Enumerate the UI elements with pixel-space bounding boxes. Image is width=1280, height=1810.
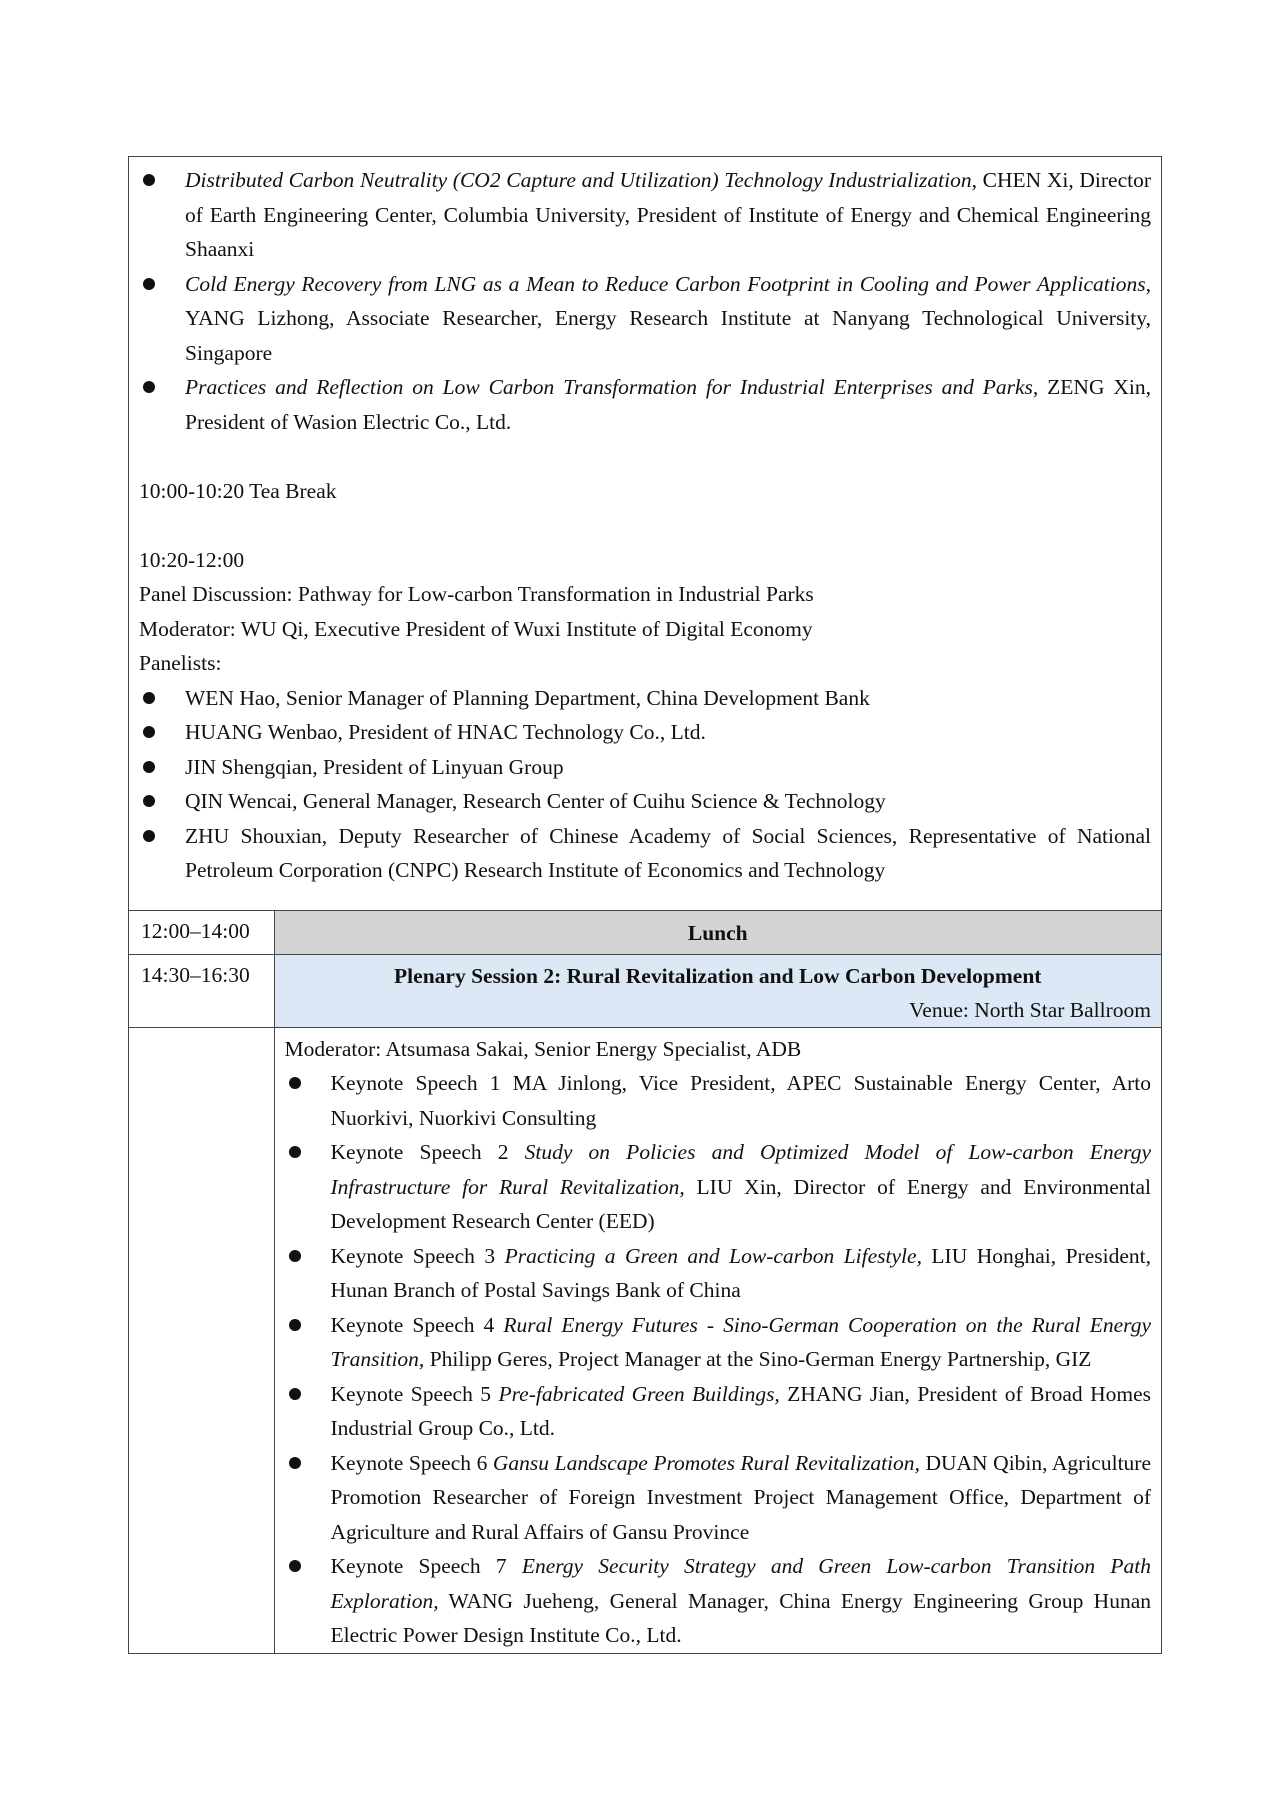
talk-title: Distributed Carbon Neutrality (CO2 Capture and Utilization) Technology Industrialization, (185, 168, 977, 192)
keynote-item (285, 1377, 1152, 1446)
keynote-label: Keynote Speech 7 (330, 1554, 522, 1578)
keynote-title: Study on Policies and Optimized Model of Low-carbon Energy Infrastructure for Rural Revitalization, (330, 1140, 1152, 1199)
keynote-title: Gansu Landscape Promotes Rural Revitalization, (492, 1450, 920, 1475)
talk-item (139, 370, 1151, 439)
keynote-speaker: LIU Xin, Director of Energy and Environmental Development Research Center (EED) (330, 1174, 1152, 1233)
panel-time: 10:20-12:00 (139, 547, 245, 572)
panelist-item: WEN Hao, Senior Manager of Planning Department, China Development Bank (139, 681, 1151, 716)
tea-break: 10:00-10:20 Tea Break (139, 478, 337, 503)
keynote-item (285, 1135, 1152, 1239)
keynote-label: Keynote Speech 5 (330, 1381, 499, 1406)
keynote-item (285, 1239, 1152, 1308)
agenda-table (128, 156, 1162, 1654)
keynote-item (285, 1446, 1152, 1550)
keynote-speaker: WANG Jueheng, General Manager, China Energy Engineering Group Hunan Electric Power Design Institute Co., Ltd. (330, 1588, 1151, 1647)
panel-title: Panel Discussion: Pathway for Low-carbon Transformation in Industrial Parks (139, 582, 814, 606)
talk-title: Practices and Reflection on Low Carbon Transformation for Industrial Enterprises and Parks, (185, 375, 1039, 399)
keynote-label: Keynote Speech 1 (330, 1071, 501, 1095)
keynote-title: Practicing a Green and Low-carbon Lifestyle, (504, 1243, 922, 1268)
keynote-title: Energy Security Strategy and Green Low-carbon Transition Path Exploration, (330, 1554, 1151, 1613)
keynote-label: Keynote Speech 3 (330, 1243, 505, 1268)
empty-time-cell (129, 1027, 274, 1653)
plenary-moderator: Moderator: Atsumasa Sakai, Senior Energy Specialist, ADB (284, 1036, 802, 1061)
lunch-row (129, 910, 1161, 954)
keynote-item (285, 1549, 1152, 1653)
panelist-item: QIN Wencai, General Manager, Research Center of Cuihu Science & Technology (139, 784, 1151, 819)
plenary-body-row (129, 1027, 1161, 1653)
panel-moderator: Moderator: WU Qi, Executive President of Wuxi Institute of Digital Economy (139, 616, 813, 641)
keynote-item (285, 1066, 1152, 1135)
talk-speaker: ZENG Xin, President of Wasion Electric Co., Ltd. (185, 375, 1151, 434)
talk-item (139, 163, 1151, 267)
keynote-item (285, 1308, 1152, 1377)
talk-speaker: YANG Lizhong, Associate Researcher, Energy Research Institute at Nanyang Technological University, Singapore (185, 306, 1151, 365)
panelists-label: Panelists: (139, 651, 222, 675)
keynote-label: Keynote Speech 6 (330, 1450, 493, 1475)
panelist-item: ZHU Shouxian, Deputy Researcher of Chinese Academy of Social Sciences, Representative of National Petroleum Corporation (CNPC) Research Institute of Economics and Technology (139, 819, 1151, 888)
talk-item (139, 267, 1151, 371)
plenary-header-row (129, 954, 1161, 1027)
keynote-speaker: DUAN Qibin, Agriculture Promotion Researcher of Foreign Investment Project Management Office, Department of Agriculture and Rural Affairs of Gansu Province (330, 1450, 1152, 1544)
plenary-time: 14:30–16:30 (129, 954, 274, 1027)
keynote-title: Pre-fabricated Green Buildings, (498, 1381, 780, 1406)
keynote-speaker: ZHANG Jian, President of Broad Homes Industrial Group Co., Ltd. (330, 1381, 1151, 1440)
plenary-venue: Venue: North Star Ballroom (909, 997, 1151, 1022)
keynote-label: Keynote Speech 4 (330, 1312, 504, 1337)
keynote-speaker: MA Jinlong, Vice President, APEC Sustainable Energy Center, Arto Nuorkivi, Nuorkivi Consulting (330, 1071, 1151, 1130)
keynote-speaker: Philipp Geres, Project Manager at the Sino-German Energy Partnership, GIZ (424, 1347, 1092, 1371)
morning-session-cell (129, 157, 1161, 910)
plenary-title: Plenary Session 2: Rural Revitalization and Low Carbon Development (394, 963, 1042, 988)
panelist-item: JIN Shengqian, President of Linyuan Group (139, 750, 1151, 785)
keynote-title: Rural Energy Futures - Sino-German Cooperation on the Rural Energy Transition, (330, 1312, 1151, 1371)
schedule-table (129, 910, 1161, 1653)
talk-speaker: CHEN Xi, Director of Earth Engineering Center, Columbia University, President of Institute of Energy and Chemical Engineering Shaanxi (185, 168, 1151, 261)
panelist-item: HUANG Wenbao, President of HNAC Technology Co., Ltd. (139, 715, 1151, 750)
plenary-header (274, 954, 1161, 1027)
keynote-label: Keynote Speech 2 (330, 1140, 525, 1164)
lunch-time: 12:00–14:00 (129, 910, 274, 954)
lunch-label: Lunch (274, 910, 1161, 954)
plenary-body (274, 1027, 1161, 1653)
keynote-speaker: LIU Honghai, President, Hunan Branch of Postal Savings Bank of China (330, 1243, 1151, 1302)
talk-title: Cold Energy Recovery from LNG as a Mean to Reduce Carbon Footprint in Cooling and Power Applications, (185, 271, 1151, 296)
